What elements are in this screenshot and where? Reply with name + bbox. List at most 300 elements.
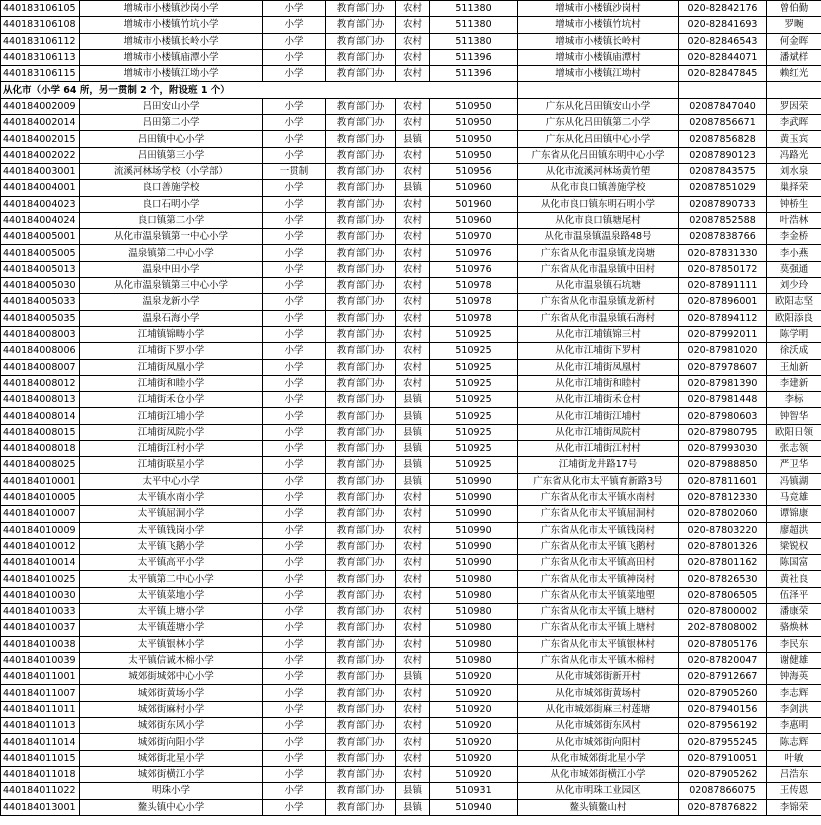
phone-cell: 020-87800002 (679, 603, 767, 619)
organizer-cell: 教育部门办 (326, 424, 396, 440)
location-type-cell: 农村 (396, 603, 430, 619)
school-code-cell: 440184002022 (1, 147, 80, 163)
table-row (1, 701, 821, 717)
school-code-cell: 440184008018 (1, 441, 80, 457)
principal-cell: 李剑洪 (767, 701, 821, 717)
school-code-cell: 440184002009 (1, 98, 80, 114)
address-cell: 广东省从化市太平镇屈洞村 (518, 506, 679, 522)
school-type-cell: 小学 (263, 17, 326, 33)
school-name-cell: 增城市小楼镇沙岗小学 (80, 1, 263, 17)
school-code-cell: 440184010014 (1, 555, 80, 571)
principal-cell: 谢健雄 (767, 652, 821, 668)
school-name-cell: 江埔街联星小学 (80, 457, 263, 473)
postal-code-cell: 510978 (430, 278, 518, 294)
school-code-cell: 440184005005 (1, 245, 80, 261)
organizer-cell: 教育部门办 (326, 489, 396, 505)
address-cell: 广东省从化市太平镇上塘村 (518, 620, 679, 636)
school-type-cell: 小学 (263, 587, 326, 603)
location-type-cell: 农村 (396, 636, 430, 652)
organizer-cell: 教育部门办 (326, 33, 396, 49)
organizer-cell: 教育部门办 (326, 652, 396, 668)
location-type-cell: 农村 (396, 343, 430, 359)
school-code-cell: 440184010001 (1, 473, 80, 489)
organizer-cell: 教育部门办 (326, 571, 396, 587)
location-type-cell: 农村 (396, 685, 430, 701)
address-cell: 从化市江埔街凤院村 (518, 424, 679, 440)
phone-cell: 020-87805176 (679, 636, 767, 652)
phone-cell: 020-87992011 (679, 326, 767, 342)
school-code-cell: 440184008006 (1, 343, 80, 359)
phone-cell: 020-87980795 (679, 424, 767, 440)
phone-cell: 020-87978607 (679, 359, 767, 375)
location-type-cell: 农村 (396, 261, 430, 277)
address-cell: 广东省从化市温泉镇中田村 (518, 261, 679, 277)
address-cell: 增城市小楼镇江坳村 (518, 66, 679, 82)
principal-cell: 李惠明 (767, 718, 821, 734)
school-name-cell: 江埔街禾仓小学 (80, 392, 263, 408)
principal-cell: 严卫华 (767, 457, 821, 473)
phone-cell: 020-87905260 (679, 685, 767, 701)
school-code-cell: 440184008012 (1, 375, 80, 391)
school-type-cell: 小学 (263, 1, 326, 17)
school-code-cell: 440184010038 (1, 636, 80, 652)
school-code-cell: 440184011015 (1, 750, 80, 766)
postal-code-cell: 510990 (430, 522, 518, 538)
address-cell: 从化市江埔街江村村 (518, 441, 679, 457)
table-row (1, 229, 821, 245)
table-row (1, 163, 821, 179)
phone-cell: 202-87808002 (679, 620, 767, 636)
location-type-cell: 农村 (396, 1, 430, 17)
table-row (1, 571, 821, 587)
location-type-cell: 县镇 (396, 799, 430, 815)
school-name-cell: 江埔街下罗小学 (80, 343, 263, 359)
postal-code-cell: 510980 (430, 620, 518, 636)
principal-cell: 李标 (767, 392, 821, 408)
school-type-cell: 小学 (263, 294, 326, 310)
principal-cell: 钟海英 (767, 669, 821, 685)
address-cell: 从化市城郊街麻三村莲塘 (518, 701, 679, 717)
table-row (1, 603, 821, 619)
address-cell: 从化市城郊街北星小学 (518, 750, 679, 766)
principal-cell: 欧阳志坚 (767, 294, 821, 310)
organizer-cell: 教育部门办 (326, 701, 396, 717)
school-name-cell: 太平镇菜地小学 (80, 587, 263, 603)
principal-cell: 吕浩东 (767, 766, 821, 782)
school-name-cell: 江埔街凤院小学 (80, 424, 263, 440)
address-cell: 广东省从化市太平镇高田村 (518, 555, 679, 571)
school-name-cell: 太平镇银林小学 (80, 636, 263, 652)
address-cell: 从化市城郊街东风村 (518, 718, 679, 734)
phone-cell: 02087856671 (679, 115, 767, 131)
phone-cell: 020-82841693 (679, 17, 767, 33)
address-cell: 广东从化吕田镇中心小学 (518, 131, 679, 147)
table-row (1, 261, 821, 277)
table-row (1, 115, 821, 131)
location-type-cell: 农村 (396, 620, 430, 636)
organizer-cell: 教育部门办 (326, 506, 396, 522)
postal-code-cell: 510920 (430, 685, 518, 701)
postal-code-cell: 510950 (430, 131, 518, 147)
school-name-cell: 流溪河林场学校（小学部） (80, 163, 263, 179)
principal-cell: 刘水泉 (767, 163, 821, 179)
organizer-cell: 教育部门办 (326, 620, 396, 636)
school-code-cell: 440184005001 (1, 229, 80, 245)
school-code-cell: 440183106112 (1, 33, 80, 49)
organizer-cell: 教育部门办 (326, 408, 396, 424)
postal-code-cell: 510940 (430, 799, 518, 815)
school-type-cell: 小学 (263, 718, 326, 734)
address-cell: 广东省从化市温泉镇龙岗塘 (518, 245, 679, 261)
location-type-cell: 农村 (396, 98, 430, 114)
phone-cell: 020-87801326 (679, 538, 767, 554)
school-type-cell: 小学 (263, 196, 326, 212)
organizer-cell: 教育部门办 (326, 261, 396, 277)
location-type-cell: 农村 (396, 147, 430, 163)
address-cell: 从化市江埔街凤凰村 (518, 359, 679, 375)
phone-cell: 020-82844071 (679, 49, 767, 65)
school-type-cell: 小学 (263, 424, 326, 440)
organizer-cell: 教育部门办 (326, 17, 396, 33)
organizer-cell: 教育部门办 (326, 457, 396, 473)
school-code-cell: 440184010005 (1, 489, 80, 505)
table-row (1, 750, 821, 766)
phone-cell: 020-87955245 (679, 734, 767, 750)
organizer-cell: 教育部门办 (326, 196, 396, 212)
postal-code-cell: 510920 (430, 718, 518, 734)
school-type-cell: 小学 (263, 392, 326, 408)
school-name-cell: 城郊街城郊中心小学 (80, 669, 263, 685)
postal-code-cell: 510976 (430, 245, 518, 261)
principal-cell: 叶敏 (767, 750, 821, 766)
school-code-cell: 440184008014 (1, 408, 80, 424)
table-row (1, 212, 821, 228)
organizer-cell: 教育部门办 (326, 359, 396, 375)
table-row (1, 620, 821, 636)
organizer-cell: 教育部门办 (326, 131, 396, 147)
postal-code-cell: 510956 (430, 163, 518, 179)
organizer-cell: 教育部门办 (326, 750, 396, 766)
organizer-cell: 教育部门办 (326, 1, 396, 17)
table-row (1, 131, 821, 147)
school-type-cell: 小学 (263, 229, 326, 245)
school-type-cell: 小学 (263, 750, 326, 766)
table-row (1, 538, 821, 554)
principal-cell: 骆焕林 (767, 620, 821, 636)
location-type-cell: 农村 (396, 196, 430, 212)
organizer-cell: 教育部门办 (326, 212, 396, 228)
table-row (1, 441, 821, 457)
phone-cell: 020-87980603 (679, 408, 767, 424)
principal-cell: 李金桥 (767, 229, 821, 245)
school-name-cell: 温泉中田小学 (80, 261, 263, 277)
school-type-cell: 小学 (263, 603, 326, 619)
table-row (1, 278, 821, 294)
address-cell: 增城市小楼镇庙潭村 (518, 49, 679, 65)
school-name-cell: 太平镇屈洞小学 (80, 506, 263, 522)
phone-cell: 020-87850172 (679, 261, 767, 277)
school-type-cell: 小学 (263, 457, 326, 473)
location-type-cell: 县镇 (396, 424, 430, 440)
school-name-cell: 温泉镇第二中心小学 (80, 245, 263, 261)
table-row (1, 408, 821, 424)
school-name-cell: 从化市温泉镇第三中心小学 (80, 278, 263, 294)
location-type-cell: 农村 (396, 229, 430, 245)
school-type-cell: 小学 (263, 408, 326, 424)
school-name-cell: 江埔街和睦小学 (80, 375, 263, 391)
school-type-cell: 小学 (263, 115, 326, 131)
table-row (1, 457, 821, 473)
school-code-cell: 440184011022 (1, 783, 80, 799)
phone-cell: 020-87831330 (679, 245, 767, 261)
location-type-cell: 农村 (396, 718, 430, 734)
principal-cell: 马竞雄 (767, 489, 821, 505)
postal-code-cell: 511396 (430, 66, 518, 82)
address-cell: 增城市小楼镇长岭村 (518, 33, 679, 49)
organizer-cell: 教育部门办 (326, 555, 396, 571)
table-row (1, 718, 821, 734)
location-type-cell: 农村 (396, 115, 430, 131)
principal-cell: 陈国富 (767, 555, 821, 571)
postal-code-cell: 510950 (430, 115, 518, 131)
postal-code-cell: 510980 (430, 587, 518, 603)
school-name-cell: 吕田安山小学 (80, 98, 263, 114)
organizer-cell: 教育部门办 (326, 473, 396, 489)
postal-code-cell: 511380 (430, 17, 518, 33)
school-name-cell: 城郊街麻村小学 (80, 701, 263, 717)
school-name-cell: 城郊街北星小学 (80, 750, 263, 766)
organizer-cell: 教育部门办 (326, 538, 396, 554)
principal-cell: 李锦荣 (767, 799, 821, 815)
postal-code-cell: 510980 (430, 603, 518, 619)
school-type-cell: 小学 (263, 180, 326, 196)
table-row (1, 147, 821, 163)
school-type-cell: 小学 (263, 310, 326, 326)
principal-cell: 钟智华 (767, 408, 821, 424)
phone-cell: 020-87812330 (679, 489, 767, 505)
table-row (1, 636, 821, 652)
school-type-cell: 小学 (263, 555, 326, 571)
phone-cell: 020-87811601 (679, 473, 767, 489)
principal-cell: 谭锦康 (767, 506, 821, 522)
postal-code-cell: 510978 (430, 310, 518, 326)
address-cell: 广东省从化市太平镇木棉村 (518, 652, 679, 668)
school-type-cell: 小学 (263, 652, 326, 668)
address-cell: 从化市城郊街横江小学 (518, 766, 679, 782)
organizer-cell: 教育部门办 (326, 163, 396, 179)
address-cell: 广东省从化市太平镇钱岗村 (518, 522, 679, 538)
principal-cell: 梁锐权 (767, 538, 821, 554)
postal-code-cell: 510920 (430, 669, 518, 685)
school-type-cell: 小学 (263, 261, 326, 277)
address-cell: 从化市温泉镇温泉路48号 (518, 229, 679, 245)
principal-cell: 曾伯勤 (767, 1, 821, 17)
address-cell: 广东省从化市太平镇银林村 (518, 636, 679, 652)
table-row (1, 766, 821, 782)
principal-cell: 叶浩林 (767, 212, 821, 228)
table-row (1, 66, 821, 82)
organizer-cell: 教育部门办 (326, 522, 396, 538)
phone-cell: 020-87801162 (679, 555, 767, 571)
school-name-cell: 太平中心小学 (80, 473, 263, 489)
school-code-cell: 440184011007 (1, 685, 80, 701)
school-name-cell: 太平镇水南小学 (80, 489, 263, 505)
principal-cell: 李小燕 (767, 245, 821, 261)
address-cell: 广东省从化吕田镇东明中心小学 (518, 147, 679, 163)
table-row (1, 489, 821, 505)
school-name-cell: 吕田第二小学 (80, 115, 263, 131)
organizer-cell: 教育部门办 (326, 799, 396, 815)
address-cell: 从化市明珠工业园区 (518, 783, 679, 799)
postal-code-cell: 510980 (430, 652, 518, 668)
school-type-cell: 小学 (263, 131, 326, 147)
school-name-cell: 太平镇第二中心小学 (80, 571, 263, 587)
school-name-cell: 良口善施学校 (80, 180, 263, 196)
location-type-cell: 县镇 (396, 441, 430, 457)
address-cell: 广东省从化市太平镇育新路3号 (518, 473, 679, 489)
phone-cell: 020-87910051 (679, 750, 767, 766)
school-name-cell: 太平镇钱岗小学 (80, 522, 263, 538)
postal-code-cell: 510920 (430, 734, 518, 750)
address-cell: 从化市江埔镇锦三村 (518, 326, 679, 342)
address-cell: 广东省从化市温泉镇石海村 (518, 310, 679, 326)
table-row (1, 343, 821, 359)
section-blank-cell (767, 82, 821, 98)
phone-cell: 020-87826530 (679, 571, 767, 587)
school-code-cell: 440184011011 (1, 701, 80, 717)
table-row (1, 799, 821, 815)
organizer-cell: 教育部门办 (326, 669, 396, 685)
location-type-cell: 县镇 (396, 408, 430, 424)
principal-cell: 赖红光 (767, 66, 821, 82)
postal-code-cell: 511396 (430, 49, 518, 65)
postal-code-cell: 510925 (430, 457, 518, 473)
table-row (1, 49, 821, 65)
school-type-cell: 小学 (263, 636, 326, 652)
school-type-cell: 小学 (263, 538, 326, 554)
phone-cell: 020-87905262 (679, 766, 767, 782)
school-name-cell: 吕田镇第三小学 (80, 147, 263, 163)
table-body-top (1, 1, 821, 82)
school-type-cell: 小学 (263, 734, 326, 750)
table-row (1, 245, 821, 261)
school-code-cell: 440184010030 (1, 587, 80, 603)
school-name-cell: 增城市小楼镇长岭小学 (80, 33, 263, 49)
postal-code-cell: 510990 (430, 538, 518, 554)
table-row (1, 734, 821, 750)
postal-code-cell: 510980 (430, 636, 518, 652)
school-name-cell: 增城市小楼镇庙潭小学 (80, 49, 263, 65)
school-type-cell: 小学 (263, 49, 326, 65)
principal-cell: 刘少玲 (767, 278, 821, 294)
location-type-cell: 农村 (396, 766, 430, 782)
school-code-cell: 440184004024 (1, 212, 80, 228)
address-cell: 从化市良口镇东明石明小学 (518, 196, 679, 212)
school-name-cell: 太平镇高平小学 (80, 555, 263, 571)
section-blank-cell (518, 82, 679, 98)
location-type-cell: 农村 (396, 49, 430, 65)
school-name-cell: 太平镇飞鹅小学 (80, 538, 263, 554)
section-header-row (1, 82, 821, 98)
school-type-cell: 小学 (263, 799, 326, 815)
address-cell: 广东省从化市太平镇神岗村 (518, 571, 679, 587)
school-type-cell: 小学 (263, 766, 326, 782)
organizer-cell: 教育部门办 (326, 734, 396, 750)
school-type-cell: 小学 (263, 506, 326, 522)
school-type-cell: 小学 (263, 326, 326, 342)
address-cell: 广东省从化市太平镇菜地塱 (518, 587, 679, 603)
location-type-cell: 农村 (396, 506, 430, 522)
location-type-cell: 农村 (396, 326, 430, 342)
school-name-cell: 江埔街江村小学 (80, 441, 263, 457)
table-row (1, 17, 821, 33)
address-cell: 从化市流溪河林场黄竹塱 (518, 163, 679, 179)
school-code-cell: 440184011013 (1, 718, 80, 734)
school-type-cell: 小学 (263, 278, 326, 294)
school-type-cell: 小学 (263, 783, 326, 799)
phone-cell: 02087890733 (679, 196, 767, 212)
organizer-cell: 教育部门办 (326, 392, 396, 408)
postal-code-cell: 510980 (430, 571, 518, 587)
phone-cell: 020-87981448 (679, 392, 767, 408)
location-type-cell: 县镇 (396, 669, 430, 685)
school-type-cell: 小学 (263, 66, 326, 82)
address-cell: 广东从化吕田镇安山小学 (518, 98, 679, 114)
phone-cell: 020-87988850 (679, 457, 767, 473)
school-type-cell: 小学 (263, 669, 326, 685)
principal-cell: 潘斌样 (767, 49, 821, 65)
principal-cell: 巢择荣 (767, 180, 821, 196)
principal-cell: 陈志辉 (767, 734, 821, 750)
postal-code-cell: 510990 (430, 489, 518, 505)
school-type-cell: 小学 (263, 98, 326, 114)
school-name-cell: 江埔镇锦畴小学 (80, 326, 263, 342)
location-type-cell: 农村 (396, 212, 430, 228)
school-name-cell: 太平镇莲塘小学 (80, 620, 263, 636)
phone-cell: 02087847040 (679, 98, 767, 114)
school-type-cell: 小学 (263, 147, 326, 163)
school-name-cell: 温泉石海小学 (80, 310, 263, 326)
table-row (1, 424, 821, 440)
phone-cell: 020-82847845 (679, 66, 767, 82)
organizer-cell: 教育部门办 (326, 310, 396, 326)
school-name-cell: 良口镇第二小学 (80, 212, 263, 228)
principal-cell: 罗畹 (767, 17, 821, 33)
table-row (1, 783, 821, 799)
school-type-cell: 小学 (263, 245, 326, 261)
phone-cell: 020-87820047 (679, 652, 767, 668)
postal-code-cell: 510925 (430, 359, 518, 375)
postal-code-cell: 510970 (430, 229, 518, 245)
postal-code-cell: 510925 (430, 424, 518, 440)
location-type-cell: 农村 (396, 66, 430, 82)
school-name-cell: 从化市温泉镇第一中心小学 (80, 229, 263, 245)
postal-code-cell: 510920 (430, 750, 518, 766)
school-code-cell: 440183106105 (1, 1, 80, 17)
phone-cell: 02087890123 (679, 147, 767, 163)
organizer-cell: 教育部门办 (326, 783, 396, 799)
location-type-cell: 县镇 (396, 457, 430, 473)
table-row (1, 98, 821, 114)
school-code-cell: 440184010039 (1, 652, 80, 668)
school-code-cell: 440184011001 (1, 669, 80, 685)
postal-code-cell: 511380 (430, 33, 518, 49)
school-name-cell: 太平镇信诚木棉小学 (80, 652, 263, 668)
table-row (1, 1, 821, 17)
school-type-cell: 小学 (263, 701, 326, 717)
principal-cell: 欧阳日领 (767, 424, 821, 440)
section-header-body (1, 82, 821, 98)
